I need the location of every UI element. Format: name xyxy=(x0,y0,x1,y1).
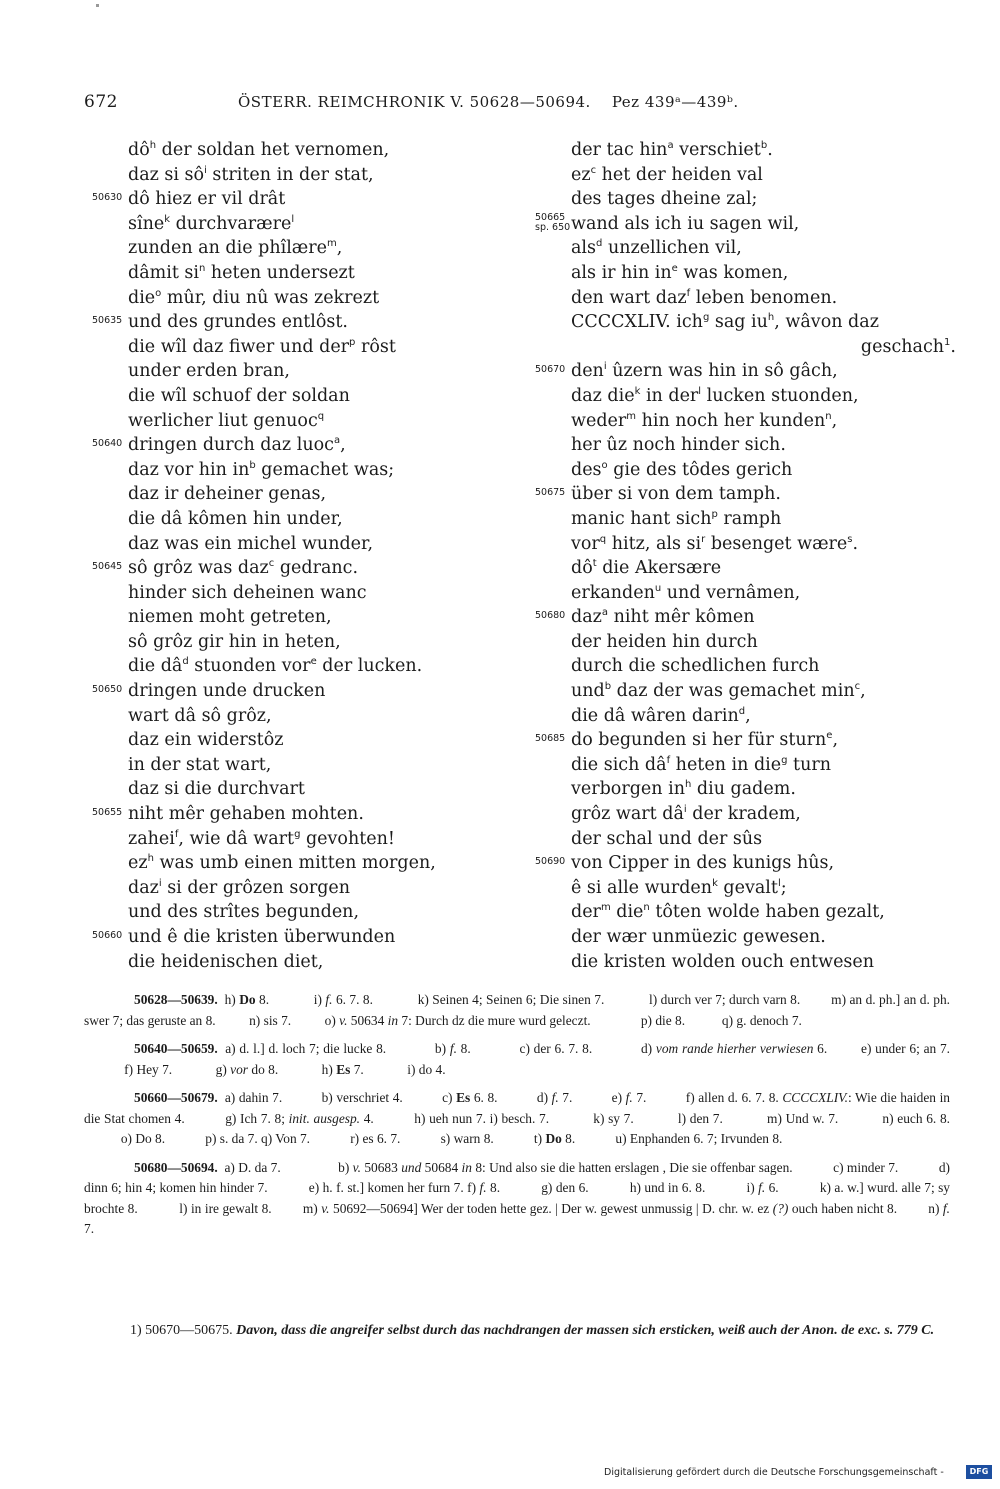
apparatus-entry xyxy=(84,1088,950,1150)
right-verse-column xyxy=(535,138,956,974)
line-number: 50665 sp. 650 xyxy=(535,211,571,233)
apparatus-range: 50640—50659. xyxy=(134,1041,218,1056)
verse-text: $ez^c$ het der heiden val xyxy=(571,164,763,185)
verse-text: erkanden$^u$ und vernâmen, xyxy=(571,582,801,603)
verse-line xyxy=(535,359,956,384)
verse-text: vor$^q$ hitz, als $si^r$ besenget wære$^s$. xyxy=(571,533,859,554)
verse-text: die kristen wolden ouch entwesen xyxy=(571,951,875,972)
verse-line xyxy=(128,261,488,286)
verse-text: verborgen $in^h$ diu gadem. xyxy=(571,779,796,800)
footnote-text: 1) 50670—50675. Davon, dass die angreifer selbst durch das nachdrangen der massen sich ersticken, weiß auch der Anon. de exc. s. 779 C. xyxy=(130,1323,935,1338)
verse-text: die $dâ^d$ stuonden vor$^e$ der lucken. xyxy=(128,656,423,677)
verse-line xyxy=(571,163,956,188)
line-number: 50670 xyxy=(535,364,566,376)
verse-line xyxy=(571,704,956,729)
line-number: 50675 xyxy=(535,487,566,499)
verse-line xyxy=(128,409,488,434)
verse-text: daz$^a$ niht mêr kômen xyxy=(571,607,755,628)
dfg-credit-line: Digitalisierung gefördert durch die Deutsche Forschungsgemeinschaft - xyxy=(604,1467,944,1478)
verse-text: her ûz noch hinder sich. xyxy=(571,435,786,456)
verse-text: daz$^i$ si der grôzen sorgen xyxy=(128,877,351,898)
apparatus-text: h) Do 8. i) f. 6. 7. 8. k) Seinen 4; Seinen 6; Die sinen 7. l) durch ver 7; durch varn 8. m) an d. ph.] an d. ph. swer 7; das geruste an 8. n) sis 7. o) v. 50634 in 7: Durch dz die mure wurd geleczt. p) die 8. q) g. denoch 7. xyxy=(84,992,950,1028)
apparatus-entry xyxy=(84,990,950,1031)
running-title: ÖSTERR. REIMCHRONIK V. 50628—50694. Pez 439ᵃ—439ᵇ. xyxy=(238,93,739,111)
verse-line xyxy=(128,728,488,753)
verse-line xyxy=(571,556,956,581)
verse-text: des$^o$ gie des tôdes gerich xyxy=(571,459,793,480)
running-header xyxy=(84,92,944,116)
verse-line xyxy=(571,753,956,778)
verse-text: daz die$^k$ in der$^l$ lucken stuonden, xyxy=(571,385,859,406)
verse-line xyxy=(128,851,488,876)
verse-text: geschach$^1$. xyxy=(860,336,956,357)
verse-text: die sich $dâ^f$ heten in die$^g$ turn xyxy=(571,754,831,775)
verse-line xyxy=(571,900,956,925)
verse-line xyxy=(571,286,956,311)
verse-line xyxy=(128,212,488,237)
verse-text: daz vor hin $in^b$ gemachet was; xyxy=(128,459,395,480)
verse-text: wand als ich iu sagen wil, xyxy=(571,213,800,234)
verse-line xyxy=(128,384,488,409)
verse-text: daz was ein michel wunder, xyxy=(128,533,374,554)
pez-reference: Pez 439ᵃ—439ᵇ. xyxy=(611,93,739,111)
verse-text: den wart daz$^f$ leben benomen. xyxy=(571,287,838,308)
verse-line xyxy=(128,359,488,384)
verse-text: in der stat wart, xyxy=(128,754,272,775)
verse-text: daz ein widerstôz xyxy=(128,730,284,751)
verse-line xyxy=(571,236,956,261)
verse-line xyxy=(128,482,488,507)
verse-line xyxy=(571,679,956,704)
verse-line xyxy=(128,236,488,261)
verse-text: daz si die durchvart xyxy=(128,779,305,800)
line-number: 50645 xyxy=(92,561,123,573)
verse-text: weder$^m$ hin noch her kunden$^n$, xyxy=(571,410,838,431)
verse-text: des tages dheine zal; xyxy=(571,189,758,210)
verse-line xyxy=(128,630,488,655)
verse-line xyxy=(128,532,488,557)
verse-line xyxy=(92,679,488,704)
verse-line xyxy=(571,630,956,655)
verse-line xyxy=(571,925,956,950)
verse-line xyxy=(571,777,956,802)
verse-line xyxy=(571,802,956,827)
verse-text: die heidenischen diet, xyxy=(128,951,324,972)
verse-text: und des strîtes begunden, xyxy=(128,902,360,923)
verse-text: die$^o$ mûr, diu nû was zekrezt xyxy=(128,287,380,308)
verse-text: $dô^h$ der soldan het vernomen, xyxy=(128,140,390,160)
verse-line xyxy=(571,138,956,163)
verse-line xyxy=(571,335,956,360)
verse-line xyxy=(535,851,956,876)
verse-text: $ez^h$ was umb einen mitten morgen, xyxy=(128,853,436,874)
line-number: 50660 xyxy=(92,930,123,941)
verse-line xyxy=(128,654,488,679)
line-number: 50690 xyxy=(535,856,566,868)
verse-line xyxy=(571,827,956,852)
line-number: 50685 xyxy=(535,733,566,745)
line-number: 50680 xyxy=(535,610,566,622)
critical-apparatus xyxy=(84,990,950,1248)
scan-speck xyxy=(96,4,99,7)
verse-line xyxy=(571,409,956,434)
verse-line xyxy=(571,458,956,483)
verse-text: niht mêr gehaben mohten. xyxy=(128,804,364,825)
verse-line xyxy=(128,777,488,802)
verse-line xyxy=(128,163,488,188)
verse-line xyxy=(571,950,956,975)
verse-line xyxy=(535,482,956,507)
left-verse-column xyxy=(92,138,488,974)
verse-text: dringen durch daz luoc$^a$, xyxy=(128,435,346,456)
verse-line xyxy=(535,728,956,753)
verse-line xyxy=(128,286,488,311)
verse-text: $dô^t$ die Akersære xyxy=(571,558,722,579)
line-number: 50635 xyxy=(92,315,123,327)
verse-line xyxy=(128,753,488,778)
verse-text: der wær unmüezic gewesen. xyxy=(571,927,826,947)
verse-text: durch die schedlichen furch xyxy=(571,656,820,677)
verse-text: der heiden hin durch xyxy=(571,631,758,652)
verse-text: zunden an die phîlære$^m$, xyxy=(128,238,343,259)
line-number: 50655 xyxy=(92,807,123,819)
verse-line xyxy=(571,187,956,212)
verse-text: der$^m$ die$^n$ tôten wolde haben gezalt, xyxy=(571,902,885,923)
verse-line xyxy=(571,433,956,458)
verse-text: von Cipper in des kunigs hûs, xyxy=(571,853,835,874)
verse-line xyxy=(571,310,956,335)
verse-text: der schal und der sûs xyxy=(571,828,763,849)
verse-line xyxy=(92,925,488,950)
apparatus-range: 50680—50694. xyxy=(134,1159,218,1175)
verse-text: sîne$^k$ durchvarære$^l$ xyxy=(128,213,295,234)
verse-text: zahei$^f$, wie dâ wart$^g$ gevohten! xyxy=(128,828,395,849)
verse-text: ê si alle wurden$^k$ gevalt$^l$; xyxy=(571,877,787,898)
verse-text: und ê die kristen überwunden xyxy=(128,927,396,947)
verse-text: über si von dem tamph. xyxy=(571,484,781,505)
verse-line xyxy=(128,605,488,630)
verse-line xyxy=(128,458,488,483)
apparatus-text: a) d. l.] d. loch 7; die lucke 8. b) f. 8. c) der 6. 7. 8. d) vom rande hierher verwiesen 6. e) under 6; an 7. f) Hey 7. g) vor do 8. h) Es 7. i) do 4. xyxy=(84,1041,951,1077)
verse-line xyxy=(128,950,488,975)
verse-line xyxy=(128,138,488,163)
verse-text: der tac hin$^a$ verschiet$^b$. xyxy=(571,140,773,160)
verse-line xyxy=(128,507,488,532)
verse-text: manic hant sich$^p$ ramph xyxy=(571,508,782,529)
apparatus-range: 50628—50639. xyxy=(134,992,218,1007)
verse-text: die wîl daz fiwer und der$^p$ rôst xyxy=(128,336,396,357)
verse-text: sô grôz gir hin in heten, xyxy=(128,631,341,652)
verse-text: CCCCXLIV. ich$^g$ sag $iu^h$, wâvon daz xyxy=(571,312,879,333)
verse-line xyxy=(92,433,488,458)
verse-line xyxy=(92,802,488,827)
verse-text: under erden bran, xyxy=(128,361,290,382)
line-number: 50640 xyxy=(92,438,123,450)
verse-text: den$^i$ ûzern was hin in sô gâch, xyxy=(571,361,838,382)
verse-text: wart dâ sô grôz, xyxy=(128,705,272,726)
verse-text: und$^b$ daz der was gemachet $\min^c$, xyxy=(571,681,866,702)
verse-line xyxy=(571,876,956,901)
verse-text: als ir hin $in^e$ was komen, xyxy=(571,262,789,283)
line-number: 50650 xyxy=(92,684,123,696)
verse-line xyxy=(92,187,488,212)
verse-text: hinder sich deheinen wanc xyxy=(128,582,367,603)
apparatus-text: a) dahin 7. b) verschriet 4. c) Es 6. 8. d) f. 7. e) f. 7. f) allen d. 6. 7. 8. CCCCXLIV.: Wie die haiden in die Stat chomen 4. g) Ich 7. 8; init. ausgesp. 4. h) ueh nun 7. i) besch. 7. k) sy 7. l) den 7. m) Und w. 7. n) euch 6. 8. o) Do 8. p) s. da 7. q) Von 7. r) es 6. 7. s) warn 8. t) Do 8. u) Enphanden 6. 7; Irvunden 8. xyxy=(84,1090,951,1146)
verse-text: dringen unde drucken xyxy=(128,681,326,702)
verse-text: die dâ wâren darin$^d$, xyxy=(571,705,751,726)
verse-text: die wîl schuof der soldan xyxy=(128,385,350,406)
verse-line xyxy=(571,507,956,532)
verse-text: und des grundes entlôst. xyxy=(128,312,348,333)
apparatus-entry xyxy=(84,1158,950,1240)
verse-text: die dâ kômen hin under, xyxy=(128,508,343,529)
verse-line xyxy=(128,581,488,606)
apparatus-entry xyxy=(84,1039,950,1080)
verse-text: dô hiez er vil drât xyxy=(128,189,286,210)
verse-line xyxy=(571,261,956,286)
verse-text: niemen moht getreten, xyxy=(128,607,332,628)
apparatus-range: 50660—50679. xyxy=(134,1090,218,1105)
verse-line xyxy=(571,654,956,679)
verse-line xyxy=(92,310,488,335)
verse-line xyxy=(92,556,488,581)
line-number: 50630 xyxy=(92,192,123,204)
verse-line xyxy=(128,900,488,925)
verse-line xyxy=(571,581,956,606)
dfg-logo: DFG xyxy=(966,1465,992,1479)
verse-text: dâmit $si^n$ heten undersezt xyxy=(128,262,355,283)
verse-text: grôz wart $dâ^i$ der kradem, xyxy=(571,804,801,825)
verse-line xyxy=(571,532,956,557)
verse-line xyxy=(535,211,956,237)
verse-line xyxy=(128,876,488,901)
page-number: 672 xyxy=(84,92,118,112)
verse-line xyxy=(128,704,488,729)
verse-text: do begunden si her für sturn$^e$, xyxy=(571,730,839,751)
verse-line xyxy=(128,335,488,360)
verse-line xyxy=(535,605,956,630)
verse-text: daz si $sô^i$ striten in der stat, xyxy=(128,164,374,185)
verse-text: sô grôz was daz$^c$ gedranc. xyxy=(128,558,359,579)
verse-line xyxy=(571,384,956,409)
apparatus-text: a) D. da 7. b) v. 50683 und 50684 in 8: Und also sie die hatten erslagen , Die sie offenbar sagen. c) minder 7. d) dinn 6; hin 4; komen hin hinder 7. e) h. f. st.] komen her furn 7. f) f. 8. g) den 6. h) und in 6. 8. i) f. 6. k) a. w.] wurd. alle 7; sy brochte 8. l) in ire gewalt 8. m) v. 50692—50694] Wer der toden hette gez. | Der w. gewest unmussig | D. chr. w. ez (?) ouch haben nicht 8. n) f. 7. xyxy=(84,1159,951,1236)
footnote xyxy=(84,1320,950,1341)
verse-text: als$^d$ unzellichen vil, xyxy=(571,238,742,259)
verse-line xyxy=(128,827,488,852)
verse-text: werlicher liut genuoc$^q$ xyxy=(128,410,325,431)
verse-text: daz ir deheiner genas, xyxy=(128,484,327,505)
